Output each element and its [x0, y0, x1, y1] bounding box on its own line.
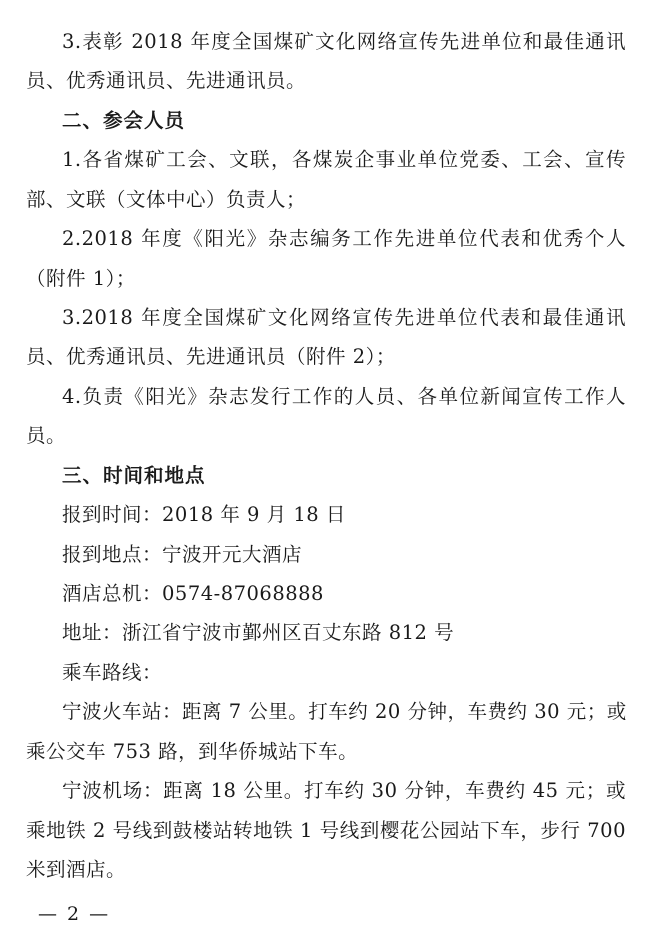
paragraph-line: 报到地点：宁波开元大酒店 — [62, 543, 303, 566]
paragraph-line: （附件 1）； — [26, 267, 136, 290]
paragraph-line: 员、优秀通讯员、先进通讯员（附件 2）； — [26, 345, 396, 368]
page-number: — 2 — — [38, 903, 111, 925]
section-heading: 三、时间和地点 — [62, 464, 206, 487]
paragraph-line: 乘车路线： — [62, 661, 163, 684]
paragraph-line: 乘公交车 753 路，到华侨城站下车。 — [26, 740, 359, 763]
paragraph-line: 4.负责《阳光》杂志发行工作的人员、各单位新闻宣传工作人 — [62, 385, 626, 408]
paragraph-line: 宁波火车站：距离 7 公里。打车约 20 分钟，车费约 30 元；或 — [62, 700, 627, 723]
paragraph-line: 报到时间：2018 年 9 月 18 日 — [62, 503, 346, 526]
paragraph-line: 1.各省煤矿工会、文联，各煤炭企事业单位党委、工会、宣传 — [62, 148, 626, 171]
paragraph-line: 部、文联（文体中心）负责人； — [26, 188, 307, 211]
paragraph-line: 2.2018 年度《阳光》杂志编务工作先进单位代表和优秀个人 — [62, 227, 626, 250]
paragraph-line: 乘地铁 2 号线到鼓楼站转地铁 1 号线到樱花公园站下车，步行 700 — [26, 819, 626, 842]
paragraph-line: 员。 — [26, 424, 67, 447]
section-heading: 二、参会人员 — [62, 109, 186, 132]
paragraph-line: 米到酒店。 — [26, 858, 127, 881]
paragraph-line: 宁波机场：距离 18 公里。打车约 30 分钟，车费约 45 元；或 — [62, 779, 626, 802]
paragraph-line: 3.表彰 2018 年度全国煤矿文化网络宣传先进单位和最佳通讯 — [62, 30, 626, 53]
paragraph-line: 酒店总机：0574-87068888 — [62, 582, 324, 605]
paragraph-line: 3.2018 年度全国煤矿文化网络宣传先进单位代表和最佳通讯 — [62, 306, 626, 329]
paragraph-line: 员、优秀通讯员、先进通讯员。 — [26, 69, 307, 92]
paragraph-line: 地址：浙江省宁波市鄞州区百丈东路 812 号 — [62, 621, 455, 644]
